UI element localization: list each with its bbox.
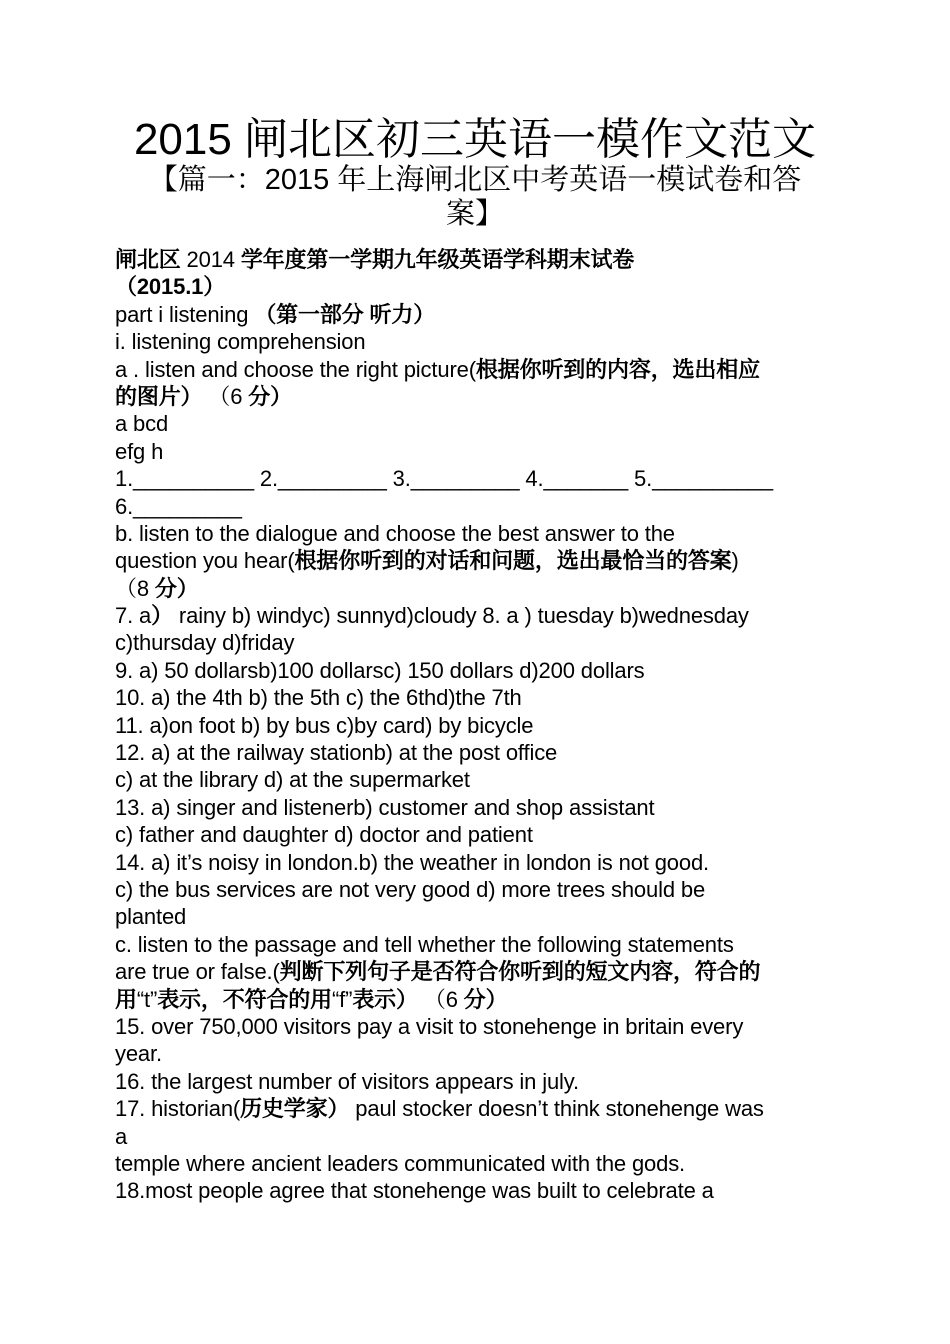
text-segment: 分）	[463, 986, 508, 1012]
text-line	[115, 356, 845, 383]
text-line	[115, 739, 845, 766]
text-segment: 12. a) at the railway stationb) at the post office	[115, 740, 558, 766]
document-body	[115, 246, 845, 1205]
text-segment: 的图片）	[115, 383, 203, 409]
section-heading-line-1: 【篇一：2015 年上海闸北区中考英语一模试卷和答	[148, 164, 802, 196]
text-segment: 根据你听到的对话和问题，选出最恰当的答案	[294, 548, 732, 574]
text-line	[115, 602, 845, 629]
text-line	[115, 465, 845, 492]
text-line	[115, 903, 845, 930]
text-segment: （6	[202, 383, 249, 409]
text-line	[115, 629, 845, 656]
document-title: 2015 闸北区初三英语一模作文范文	[133, 115, 817, 164]
text-segment: 13. a) singer and listenerb) customer and shop assistant	[115, 794, 655, 820]
text-segment: （8	[115, 575, 155, 601]
text-segment: c)thursday d)friday	[115, 630, 295, 656]
text-line	[115, 520, 845, 547]
text-segment: 判断下列句子是否符合你听到的短文内容，符合的	[279, 959, 761, 985]
text-segment: 7. a	[115, 603, 152, 629]
text-line	[115, 958, 845, 985]
text-line	[115, 547, 845, 574]
text-line	[115, 246, 845, 273]
text-segment: “f”	[332, 986, 353, 1012]
text-segment: 14. a) it’s noisy in london.b) the weather in london is not good.	[115, 849, 710, 875]
text-segment: 闸北区	[115, 247, 181, 272]
text-segment: 11. a)on foot b) by bus c)by card) by bicycle	[115, 712, 534, 738]
text-segment: c) father and daughter d) doctor and patient	[115, 822, 533, 848]
text-segment: rainy b) windyc) sunnyd)cloudy 8. a ) tuesday b)wednesday	[172, 603, 749, 629]
text-segment: 表示，不符合的用	[157, 986, 332, 1012]
text-segment: （2015.1）	[115, 274, 226, 300]
text-line	[115, 1040, 845, 1067]
text-line	[115, 383, 845, 410]
text-segment: 分）	[248, 383, 292, 409]
text-segment: 分）	[154, 575, 199, 601]
text-segment: “t”	[136, 986, 158, 1012]
text-segment: question you hear(	[115, 548, 295, 574]
text-line	[115, 849, 845, 876]
text-segment: b. listen to the dialogue and choose the best answer to the	[115, 520, 675, 546]
text-segment: 16. the largest number of visitors appears in july.	[115, 1068, 579, 1094]
text-segment: planted	[115, 904, 187, 930]
text-line	[115, 1013, 845, 1040]
text-segment: 18.most people agree that stonehenge was built to celebrate a	[115, 1178, 714, 1204]
text-segment: 根据你听到的内容，选出相应	[475, 356, 760, 382]
text-segment: temple where ancient leaders communicated with the gods.	[115, 1150, 686, 1176]
text-segment: 历史学家）	[240, 1096, 350, 1122]
text-segment: 用	[115, 986, 137, 1012]
text-segment: a . listen and choose the right picture(	[115, 356, 476, 382]
text-segment: part i listening	[115, 301, 255, 327]
text-line	[115, 301, 845, 328]
text-segment: 表示）	[352, 986, 418, 1012]
text-segment: （第一部分 听力）	[254, 301, 436, 327]
text-segment: （6	[417, 986, 464, 1012]
text-segment: ）	[151, 603, 173, 629]
text-line	[115, 794, 845, 821]
text-line	[115, 1095, 845, 1122]
text-line	[115, 986, 845, 1013]
text-segment: c. listen to the passage and tell whether the following statements	[115, 931, 734, 957]
text-segment: 10. a) the 4th b) the 5th c) the 6thd)the 7th	[115, 685, 522, 711]
text-segment: i. listening comprehension	[115, 329, 366, 355]
text-line	[115, 876, 845, 903]
text-line	[115, 328, 845, 355]
text-line	[115, 821, 845, 848]
section-heading-line-2: 案】	[445, 198, 504, 230]
text-line	[115, 657, 845, 684]
text-line	[115, 410, 845, 437]
text-segment: efg h	[115, 438, 164, 464]
text-line	[115, 1068, 845, 1095]
text-segment: )	[731, 548, 739, 574]
text-segment: 15. over 750,000 visitors pay a visit to stonehenge in britain every	[115, 1013, 744, 1039]
text-line	[115, 493, 845, 520]
text-segment: 6._________	[115, 493, 242, 519]
text-line	[115, 1150, 845, 1177]
text-segment: 2014	[180, 247, 241, 272]
text-line	[115, 273, 845, 300]
text-segment: paul stocker doesn’t think stonehenge was	[349, 1096, 764, 1122]
text-segment: c) the bus services are not very good d) more trees should be	[115, 876, 706, 902]
text-line	[115, 438, 845, 465]
text-line	[115, 712, 845, 739]
text-segment: year.	[115, 1041, 162, 1067]
text-segment: 学年度第一学期九年级英语学科期末试卷	[240, 247, 635, 272]
text-line	[115, 1177, 845, 1204]
text-line	[115, 684, 845, 711]
text-segment: 17. historian(	[115, 1096, 241, 1122]
text-line	[115, 766, 845, 793]
text-line	[115, 931, 845, 958]
text-segment: a bcd	[115, 411, 169, 437]
text-line	[115, 1123, 845, 1150]
text-segment: are true or false.(	[115, 959, 280, 985]
text-segment: 1.__________ 2._________ 3._________ 4._______ 5.__________	[115, 466, 773, 492]
text-line	[115, 575, 845, 602]
text-segment: a	[115, 1123, 128, 1149]
text-segment: 9. a) 50 dollarsb)100 dollarsc) 150 dollars d)200 dollars	[115, 657, 645, 683]
text-segment: c) at the library d) at the supermarket	[115, 767, 470, 793]
